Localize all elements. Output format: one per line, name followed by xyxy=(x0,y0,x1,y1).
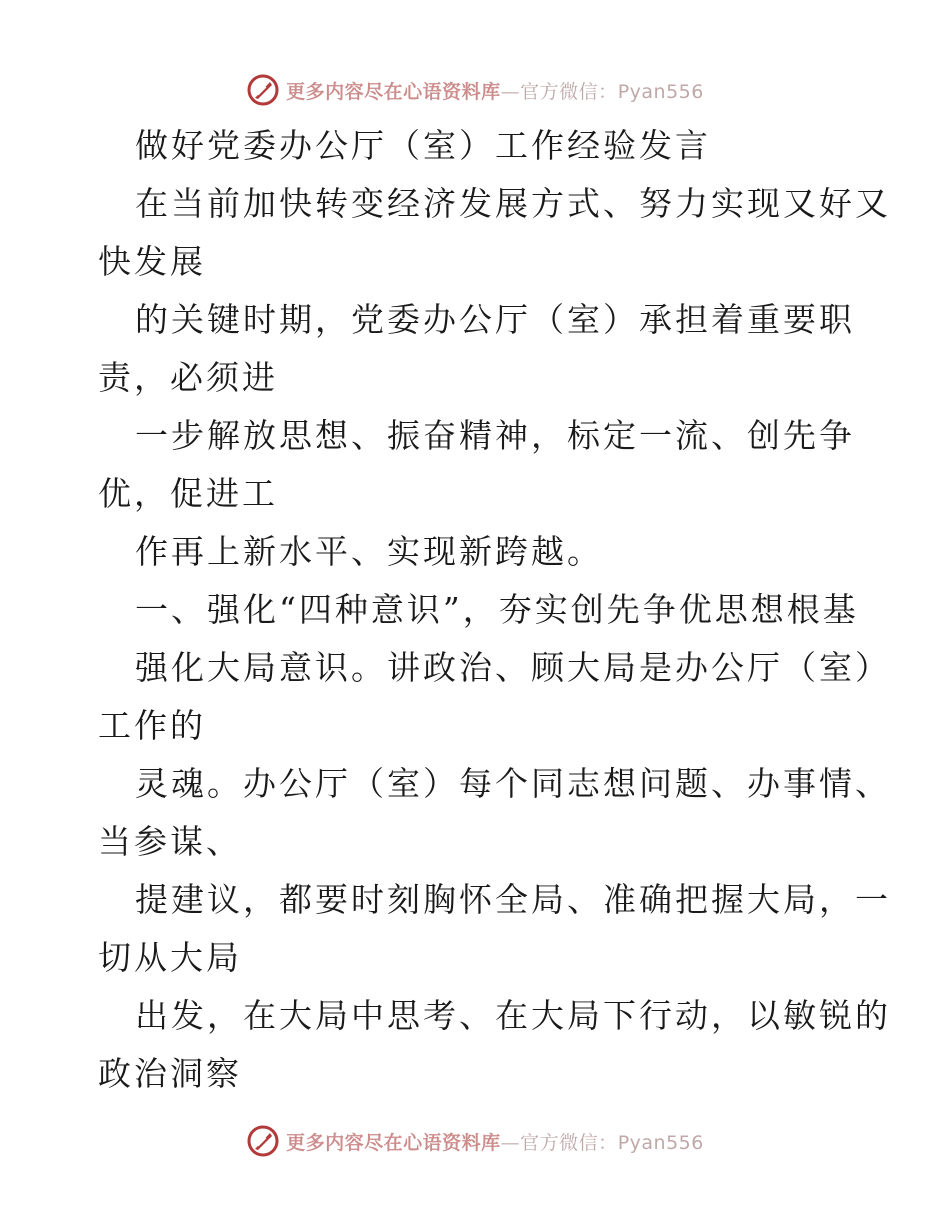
watermark-brand: 更多内容尽在心语资料库 xyxy=(286,1131,501,1154)
paragraph-line: 责，必须进 xyxy=(98,358,278,397)
watermark-wechat-label: 官方微信： xyxy=(520,80,618,103)
paragraph-line: 优，促进工 xyxy=(98,474,278,513)
header-watermark xyxy=(0,68,950,112)
watermark-text xyxy=(286,1128,704,1155)
paragraph-line: 强化大局意识。讲政治、顾大局是办公厅（室） xyxy=(135,648,891,687)
watermark-wechat-id: Pyan556 xyxy=(617,1131,704,1154)
section-heading: 一、强化“四种意识”，夯实创先争优思想根基 xyxy=(135,590,859,629)
paragraph-line: 一步解放思想、振奋精神，标定一流、创先争 xyxy=(135,416,855,455)
paragraph-line: 出发，在大局中思考、在大局下行动，以敏锐的 xyxy=(135,996,891,1035)
watermark-brand: 更多内容尽在心语资料库 xyxy=(286,80,501,103)
paragraph-line: 灵魂。办公厅（室）每个同志想问题、办事情、 xyxy=(135,764,891,803)
paragraph-line: 切从大局 xyxy=(98,938,242,977)
paragraph-line: 的关键时期，党委办公厅（室）承担着重要职 xyxy=(135,300,855,339)
document-title: 做好党委办公厅（室）工作经验发言 xyxy=(135,126,711,165)
watermark-text xyxy=(286,77,704,104)
paragraph-line: 政治洞察 xyxy=(98,1054,242,1093)
watermark-wechat-id: Pyan556 xyxy=(617,80,704,103)
watermark-dash: — xyxy=(500,80,521,103)
paragraph-line: 提建议，都要时刻胸怀全局、准确把握大局，一 xyxy=(135,880,891,919)
paragraph-line: 快发展 xyxy=(98,242,206,281)
feather-logo-icon xyxy=(246,1124,280,1158)
paragraph-line: 在当前加快转变经济发展方式、努力实现又好又 xyxy=(135,184,891,223)
paragraph-line: 作再上新水平、实现新跨越。 xyxy=(135,532,603,571)
footer-watermark xyxy=(0,1119,950,1163)
watermark-wechat-label: 官方微信： xyxy=(520,1131,618,1154)
paragraph-line: 当参谋、 xyxy=(98,822,242,861)
watermark-dash: — xyxy=(500,1131,521,1154)
paragraph-line: 工作的 xyxy=(98,706,206,745)
feather-logo-icon xyxy=(246,73,280,107)
